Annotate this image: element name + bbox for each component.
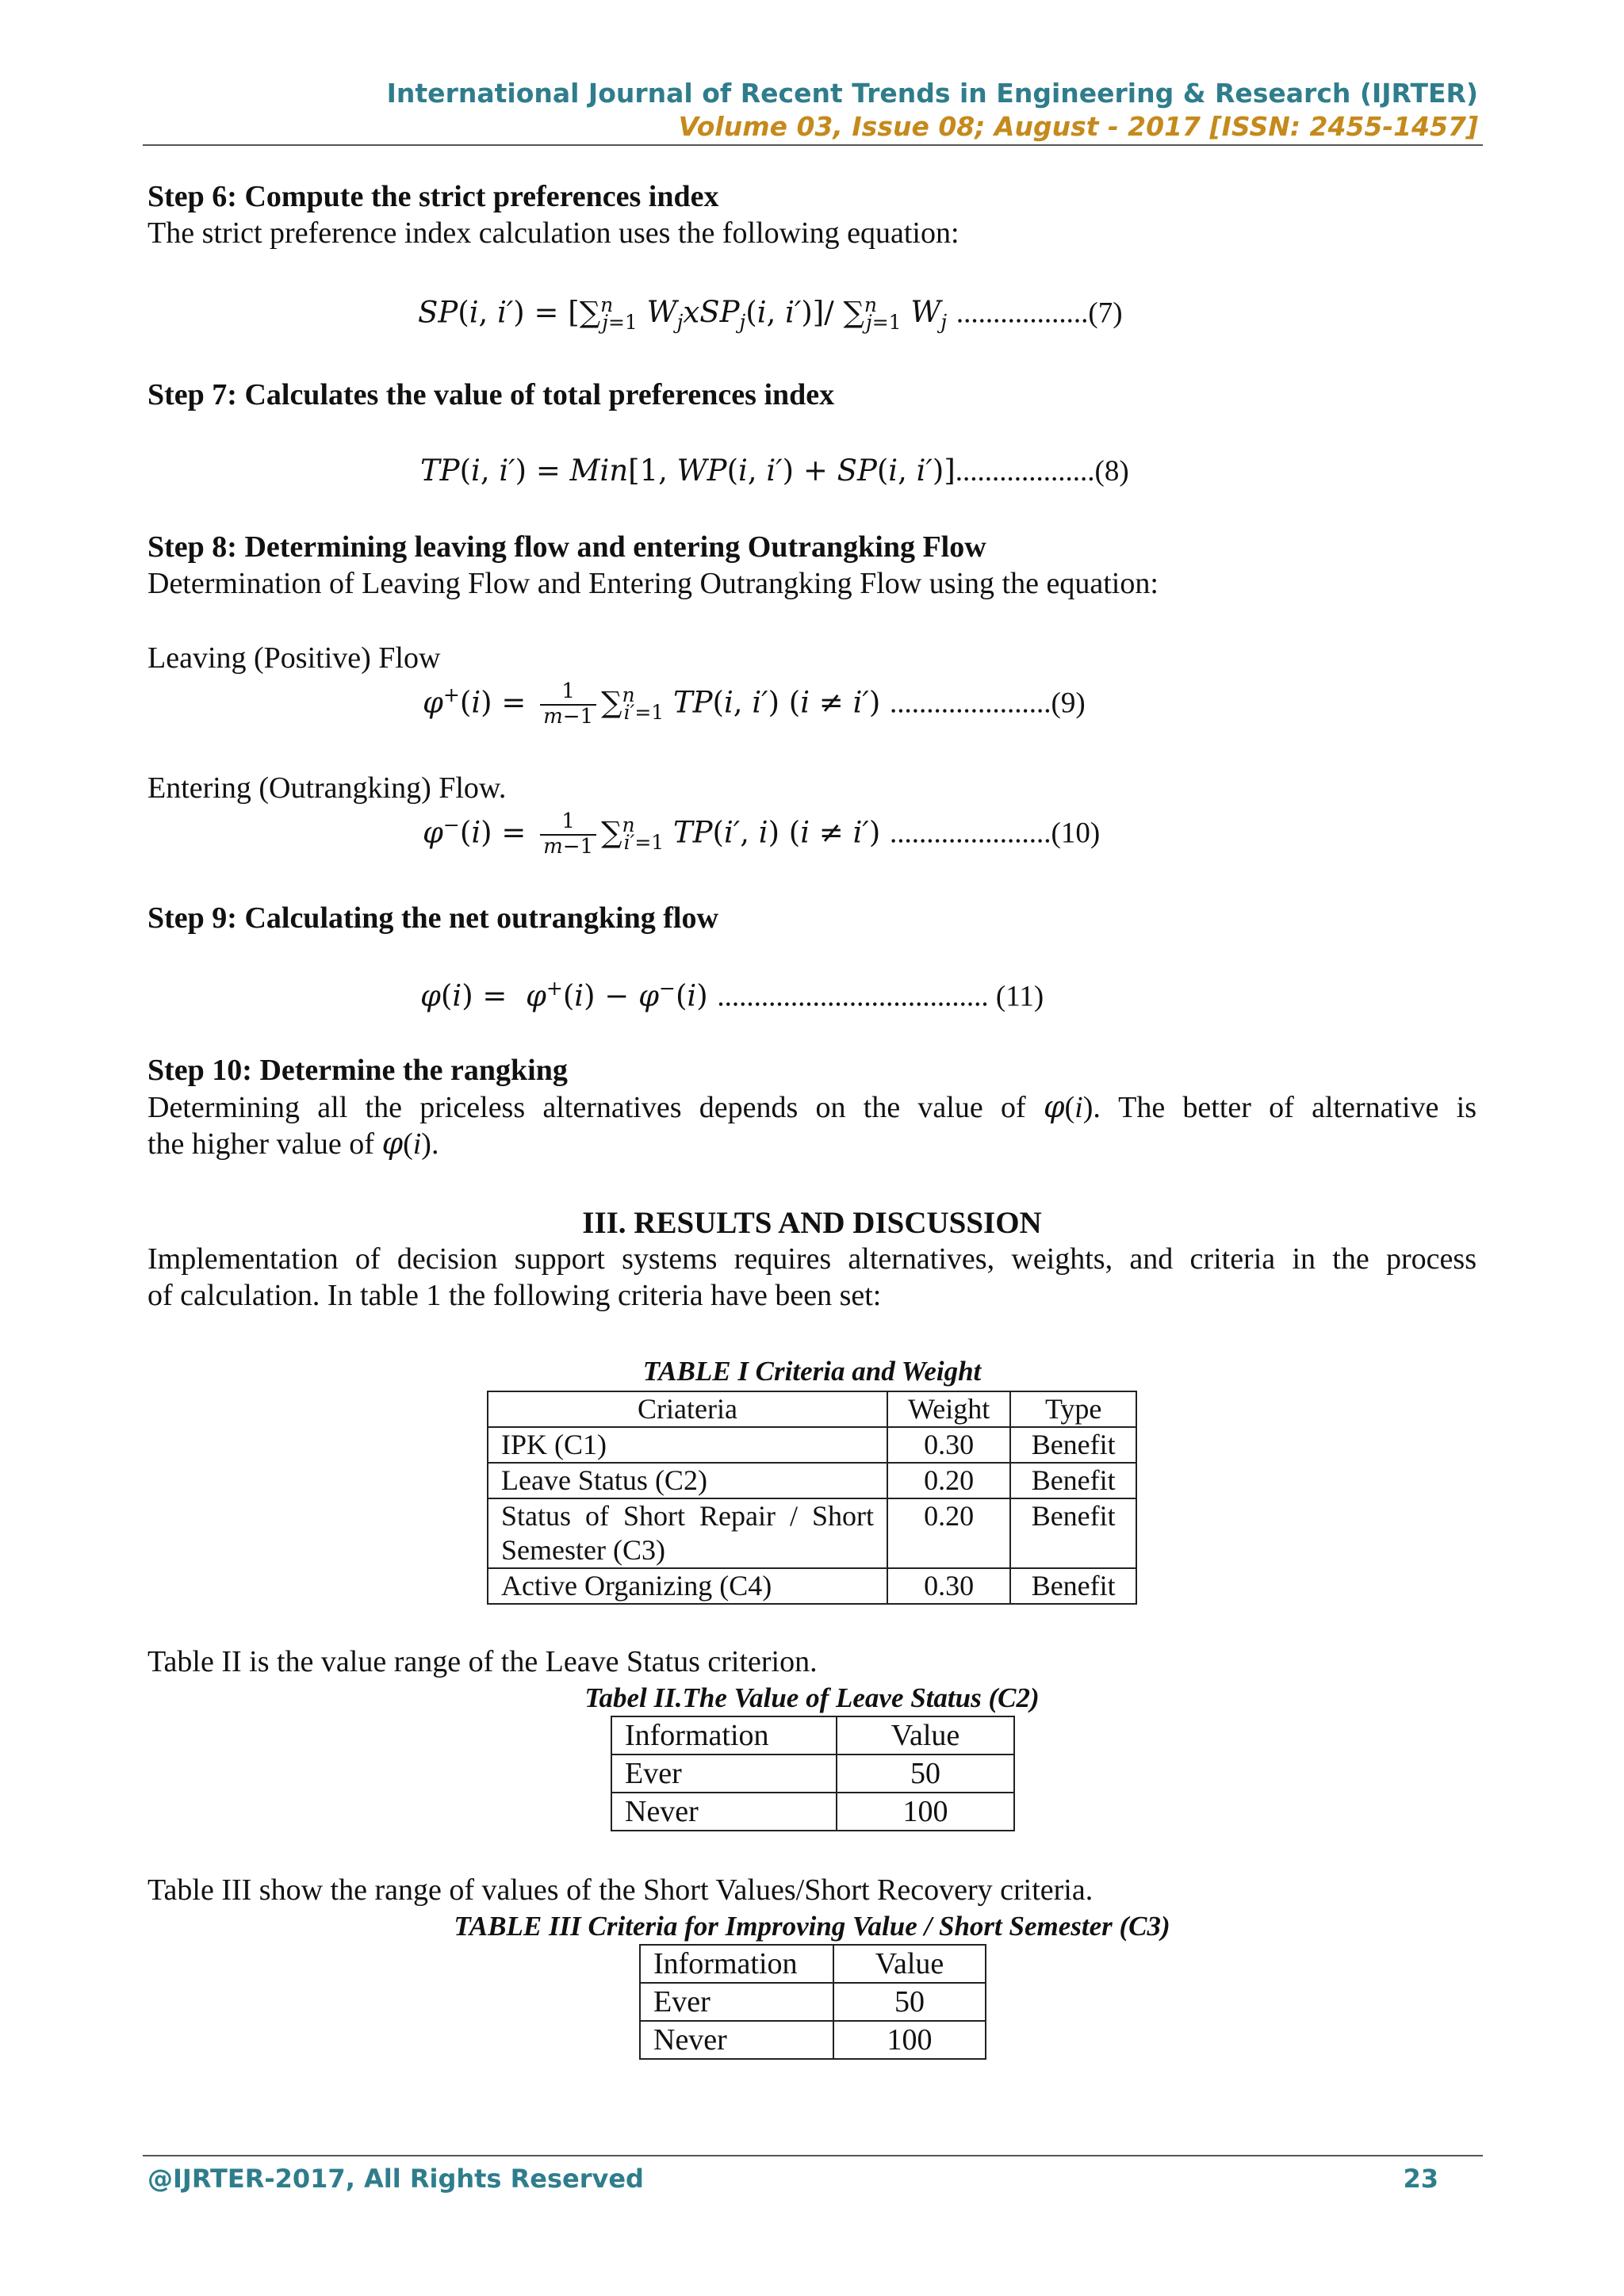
- section-title: III. RESULTS AND DISCUSSION: [582, 1206, 1042, 1240]
- table-row: [488, 1427, 1136, 1463]
- table-cell: 0.30: [887, 1427, 1010, 1463]
- step8-heading: Step 8: Determining leaving flow and entering Outrangking Flow: [147, 530, 986, 564]
- table-cell: IPK (C1): [488, 1427, 887, 1463]
- step10-heading: Step 10: Determine the rangking: [147, 1054, 568, 1087]
- table-header: Information: [640, 1945, 833, 1983]
- table2-intro: Table II is the value range of the Leave Status criterion.: [147, 1645, 818, 1678]
- table-cell: 0.30: [887, 1568, 1010, 1604]
- leaving-flow-label: Leaving (Positive) Flow: [147, 641, 441, 675]
- header-rule: [143, 144, 1483, 146]
- equation-7: SP(i, i′) = [∑$^n_{j=1}$ $W_jxSP_j(i$, i′)]/ ∑$^n_{j=1}$ $W_j$ ..................(7): [418, 293, 1123, 334]
- table-cell: Leave Status (C2): [488, 1463, 887, 1498]
- table-cell: Never: [611, 1793, 837, 1831]
- page-number: 23: [1403, 2164, 1438, 2194]
- journal-volume: Volume 03, Issue 08; August - 2017 [ISSN: 2455-1457]: [678, 111, 1478, 142]
- table3-caption: TABLE III Criteria for Improving Value / Short Semester (C3): [454, 1911, 1170, 1942]
- table-header: Type: [1010, 1391, 1136, 1427]
- table-cell: [488, 1498, 887, 1568]
- table-header: Information: [611, 1716, 837, 1755]
- table-cell: Benefit: [1010, 1568, 1136, 1604]
- table2-caption: Tabel II.The Value of Leave Status (C2): [584, 1682, 1040, 1713]
- table-row: [488, 1498, 1136, 1568]
- table3-intro: Table III show the range of values of the Short Values/Short Recovery criteria.: [147, 1873, 1094, 1907]
- table-cell: Benefit: [1010, 1463, 1136, 1498]
- table-cell: 0.20: [887, 1463, 1010, 1498]
- step10-line1-text: Determining all the priceless alternatives depends on the value of: [147, 1091, 1026, 1124]
- step10-line1: Determining all the priceless alternatives depends on the value of φ(i). The better of alternative is: [147, 1089, 1477, 1124]
- table-row: [640, 2021, 986, 2059]
- table-cell: 50: [837, 1755, 1014, 1793]
- short-semester-table: [639, 1944, 986, 2060]
- table-cell: Ever: [611, 1755, 837, 1793]
- journal-title: International Journal of Recent Trends in Engineering & Research (IJRTER): [386, 78, 1478, 109]
- step10-line2-text: the higher value of: [147, 1127, 374, 1161]
- equation-9-number: ......................(9): [890, 687, 1086, 720]
- table-header-row: [488, 1391, 1136, 1427]
- table-row: [488, 1568, 1136, 1604]
- equation-8-number: ...................(8): [955, 455, 1129, 488]
- step6-text: The strict preference index calculation uses the following equation:: [147, 216, 959, 250]
- step10-line2: the higher value of φ(i).: [147, 1126, 439, 1161]
- table-row: [488, 1463, 1136, 1498]
- entering-flow-label: Entering (Outrangking) Flow.: [147, 771, 507, 805]
- equation-11-number: ..................................... (11): [717, 980, 1044, 1013]
- table-header: Value: [837, 1716, 1014, 1755]
- table-header: Weight: [887, 1391, 1010, 1427]
- equation-7-number: ..................(7): [956, 297, 1123, 330]
- step9-heading: Step 9: Calculating the net outrangking flow: [147, 901, 718, 935]
- leave-status-table: [611, 1716, 1015, 1831]
- table-cell: Never: [640, 2021, 833, 2059]
- table-cell-line2: Semester (C3): [501, 1534, 665, 1566]
- equation-9: φ+(i) = $\frac{1}{m-1}$ ∑$^n_{i'=1}$ TP(i, i′) (i ≠ i′) ......................(9): [423, 679, 1086, 729]
- table-cell: Benefit: [1010, 1498, 1136, 1568]
- equation-11: φ(i) = φ+(i) − φ−(i) ..................................... (11): [420, 977, 1044, 1013]
- table-header: Value: [833, 1945, 986, 1983]
- step10-line2-end: .: [431, 1127, 439, 1161]
- step10-line1-end: . The better of alternative is: [1093, 1091, 1477, 1124]
- table-header-row: [640, 1945, 986, 1983]
- criteria-weight-table: [487, 1391, 1137, 1605]
- table1-caption: TABLE I Criteria and Weight: [642, 1356, 982, 1387]
- table-cell-line1: Status of Short Repair / Short: [501, 1500, 874, 1532]
- step6-heading: Step 6: Compute the strict preferences index: [147, 180, 719, 213]
- equation-10: φ−(i) = $\frac{1}{m-1}$ ∑$^n_{i'=1}$ TP(i′, i) (i ≠ i′) ......................(10): [423, 809, 1101, 859]
- equation-10-number: ......................(10): [890, 817, 1101, 850]
- table-cell: 100: [833, 2021, 986, 2059]
- table-cell: Active Organizing (C4): [488, 1568, 887, 1604]
- table-row: [611, 1793, 1014, 1831]
- table-header-row: [611, 1716, 1014, 1755]
- table-row: [640, 1983, 986, 2021]
- equation-8: TP(i, i′) = Min[1, WP(i, i′) + SP(i, i′)]...................(8): [420, 453, 1129, 488]
- section3-line2: of calculation. In table 1 the following criteria have been set:: [147, 1279, 882, 1312]
- table-cell: 0.20: [887, 1498, 1010, 1568]
- footer-rule: [143, 2155, 1483, 2156]
- table-cell: Ever: [640, 1983, 833, 2021]
- table-row: [611, 1755, 1014, 1793]
- table-cell: 100: [837, 1793, 1014, 1831]
- footer-copyright: @IJRTER-2017, All Rights Reserved: [147, 2164, 644, 2194]
- table-cell: Benefit: [1010, 1427, 1136, 1463]
- table-header: Criateria: [488, 1391, 887, 1427]
- step7-heading: Step 7: Calculates the value of total preferences index: [147, 378, 835, 411]
- table-cell: 50: [833, 1983, 986, 2021]
- step8-text: Determination of Leaving Flow and Entering Outrangking Flow using the equation:: [147, 567, 1159, 600]
- section3-line1: Implementation of decision support systems requires alternatives, weights, and criteria in the process: [147, 1242, 1477, 1276]
